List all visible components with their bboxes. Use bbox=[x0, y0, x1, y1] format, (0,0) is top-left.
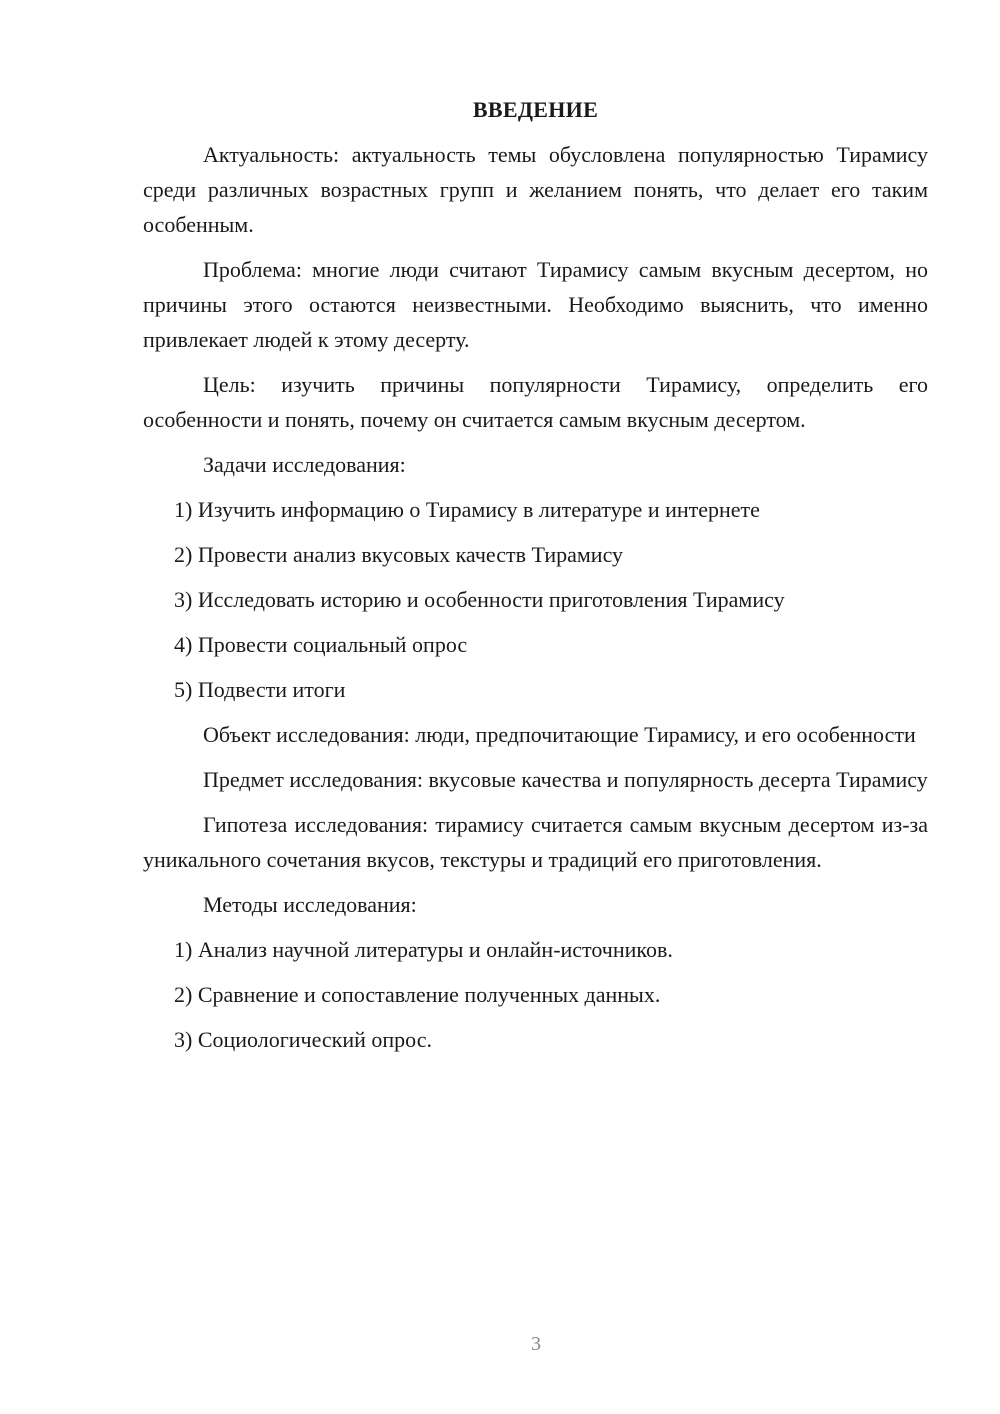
task-item: 5) Подвести итоги bbox=[174, 677, 346, 702]
method-item: 3) Социологический опрос. bbox=[174, 1027, 432, 1052]
tasks-heading: Задачи исследования: bbox=[203, 452, 406, 477]
subject-paragraph: Предмет исследования: вкусовые качества и популярность десерта Тирамису bbox=[203, 767, 928, 792]
task-item: 4) Провести социальный опрос bbox=[174, 632, 468, 657]
hypothesis-paragraph: Гипотеза исследования: тирамису считается самым вкусным десертом из-за уникального сочетания вкусов, текстуры и традиций его приготовления. bbox=[143, 812, 928, 872]
task-item: 2) Провести анализ вкусовых качеств Тирамису bbox=[174, 542, 624, 567]
page-number: 3 bbox=[531, 1333, 541, 1355]
method-item: 2) Сравнение и сопоставление полученных данных. bbox=[174, 982, 661, 1007]
page-title: ВВЕДЕНИЕ bbox=[472, 97, 599, 122]
problem-paragraph: Проблема: многие люди считают Тирамису самым вкусным десертом, но причины этого остаются неизвестными. Необходимо выяснить, что именно привлекает людей к этому десерту. bbox=[143, 257, 928, 352]
task-item: 3) Исследовать историю и особенности приготовления Тирамису bbox=[174, 587, 785, 612]
method-item: 1) Анализ научной литературы и онлайн-источников. bbox=[174, 937, 673, 962]
methods-heading: Методы исследования: bbox=[203, 892, 417, 917]
goal-paragraph: Цель: изучить причины популярности Тирамису, определить его особенности и понять, почему он считается самым вкусным десертом. bbox=[143, 372, 928, 432]
object-paragraph: Объект исследования: люди, предпочитающие Тирамису, и его особенности bbox=[203, 722, 916, 747]
relevance-paragraph: Актуальность: актуальность темы обусловлена популярностью Тирамису среди различных возрастных групп и желанием понять, что делает его таким особенным. bbox=[143, 142, 928, 237]
document-page bbox=[143, 92, 928, 1067]
task-item: 1) Изучить информацию о Тирамису в литературе и интернете bbox=[174, 497, 760, 522]
